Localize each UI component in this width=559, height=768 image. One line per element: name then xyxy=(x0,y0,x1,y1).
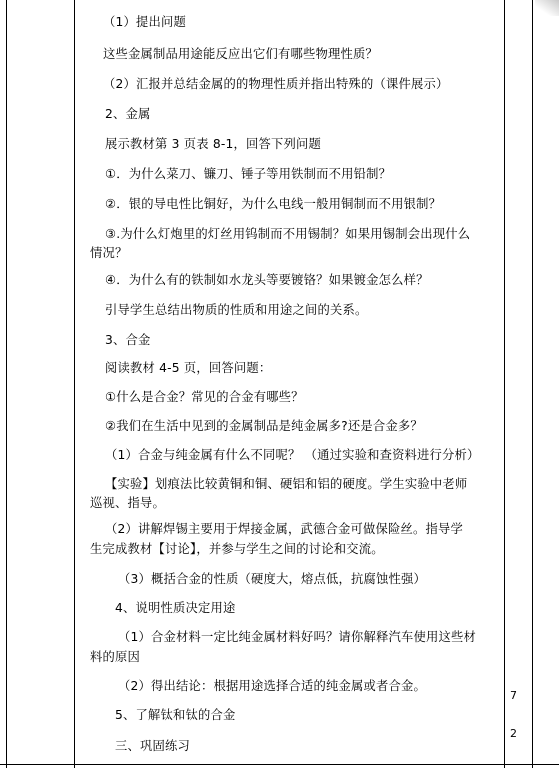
table-border-bottom xyxy=(0,764,559,765)
content-line: ①什么是合金？常见的合金有哪些？ xyxy=(105,390,304,404)
table-border-left-outer xyxy=(6,0,7,768)
table-border-right-inner xyxy=(504,0,505,768)
content-line: 3、合金 xyxy=(105,333,151,347)
content-line: ③.为什么灯炮里的灯丝用钨制而不用锡制？如果用锡制会出现什么 xyxy=(105,227,471,241)
content-line: （1）提出问题 xyxy=(103,15,187,29)
content-line: 三、巩固练习 xyxy=(115,739,190,753)
content-line: 阅读教材 4-5 页，回答问题： xyxy=(105,361,272,375)
content-line: 引导学生总结出物质的性质和用途之间的关系。 xyxy=(105,303,368,317)
content-line: 生完成教材【讨论】，并参与学生之间的讨论和交流。 xyxy=(90,542,384,556)
content-line: 5、了解钛和钛的合金 xyxy=(115,708,236,722)
content-line: （2）汇报并总结金属的的物理性质并指出特殊的（课件展示） xyxy=(103,77,449,91)
content-line: （2）讲解焊锡主要用于焊接金属，武德合金可做保险丝。指导学 xyxy=(105,522,463,536)
content-line: 2、金属 xyxy=(105,107,151,121)
page-corner-shadow xyxy=(535,0,559,16)
content-line: 料的原因 xyxy=(90,650,140,664)
content-line: 这些金属制品用途能反应出它们有哪些物理性质？ xyxy=(103,47,378,61)
content-line: （1）合金与纯金属有什么不同呢？ （通过实验和查资料进行分析） xyxy=(105,448,480,462)
content-line: ②我们在生活中见到的金属制品是纯金属多?还是合金多？ xyxy=(105,419,423,433)
content-line: 【实验】划痕法比较黄铜和铜、硬铝和铝的硬度。学生实验中老师 xyxy=(105,477,468,491)
content-line: （1）合金材料一定比纯金属材料好吗？请你解释汽车使用这些材 xyxy=(118,630,476,644)
content-line: ①．为什么菜刀、镰刀、锤子等用铁制而不用铅制？ xyxy=(105,167,392,181)
content-line: （3）概括合金的性质（硬度大，熔点低，抗腐蚀性强） xyxy=(118,572,426,586)
content-line: 4、说明性质决定用途 xyxy=(115,601,236,615)
content-line: 展示教材第 3 页表 8-1，回答下列问题 xyxy=(105,137,321,151)
side-number: 2 xyxy=(510,727,517,740)
table-border-left-inner xyxy=(74,0,75,768)
table-border-right-outer xyxy=(532,0,533,768)
content-line: （2）得出结论：根据用途选择合适的纯金属或者合金。 xyxy=(118,679,426,693)
content-line: 巡视、指导。 xyxy=(90,496,165,510)
content-line: 情况？ xyxy=(90,246,128,260)
content-line: ②．银的导电性比铜好，为什么电线一般用铜制而不用银制？ xyxy=(105,197,442,211)
side-number: 7 xyxy=(510,689,517,702)
content-line: ④．为什么有的铁制如水龙头等要镀铬？如果镀金怎么样？ xyxy=(105,273,429,287)
